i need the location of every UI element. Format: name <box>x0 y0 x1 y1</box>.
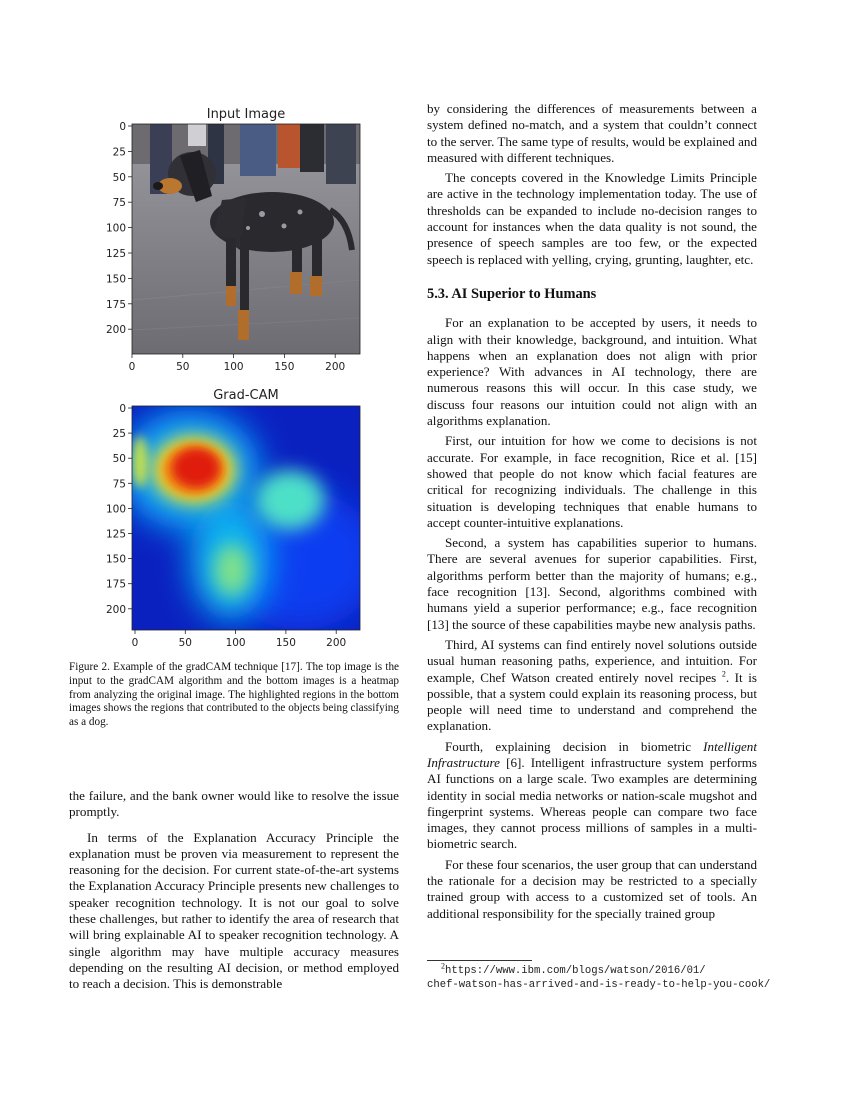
y-tick-label: 200 <box>105 603 126 616</box>
x-tick-label: 100 <box>225 637 246 649</box>
bottom-plot-x-axis <box>132 630 347 649</box>
y-tick-label: 175 <box>105 578 126 591</box>
paragraph: the failure, and the bank owner would like to resolve the issue promptly. <box>69 788 399 820</box>
x-tick-label: 50 <box>176 361 190 373</box>
bottom-plot-y-axis <box>106 403 132 616</box>
y-tick-label: 50 <box>112 171 126 184</box>
footnote <box>427 961 807 992</box>
y-tick-label: 200 <box>105 324 126 337</box>
y-tick-label: 100 <box>105 222 126 235</box>
paragraph: In terms of the Explanation Accuracy Principle the explanation must be proven via measurement to represent the reasoning for the decision. For current state-of-the-art systems the Explanation Accuracy Principle presents new challenges to speaker recognition technology. It is not our goal to solve these challenges, but rather to identify the area of research that will bring explainable AI to speaker recognition technology. A single algorithm may have multiple accuracy measures depending on the resulting AI decision, or method employed to reach a decision. This is demonstrable <box>69 829 399 992</box>
x-tick-label: 0 <box>131 637 139 649</box>
paragraph: First, our intuition for how we come to decisions is not accurate. For example, in face recognition, Rice et al. [15] showed that people do not know which facial features are critical for recognizing individuals. The challenge in this situation is developing techniques that enable humans to accept counter-intuitive explanations. <box>427 433 757 530</box>
x-tick-label: 150 <box>274 361 295 373</box>
y-tick-label: 25 <box>112 146 126 159</box>
paragraph: Third, AI systems can find entirely novel solutions outside usual human reasoning paths, experience, and intuition. For example, Chef Watson created entirely novel recipes $^2$. It is possible, that a system could explain its reasoning process, but people will need time to understand and comprehend the explanation. <box>427 636 757 734</box>
figure-2 <box>0 0 400 655</box>
gradcam-heatmap <box>120 406 380 630</box>
y-tick-label: 150 <box>105 553 126 566</box>
right-column-text <box>427 101 757 922</box>
x-tick-label: 100 <box>223 361 244 373</box>
paragraph: The concepts covered in the Knowledge Limits Principle are active in the technology implementation today. The use of thresholds can be expanded to include no-decision ranges to account for instances when the data quality is not sound, the presence of speech samples are too few, or the expected speech is replaced with yelling, crying, grunting, laughter, etc. <box>427 170 757 267</box>
top-plot-title: Input Image <box>206 107 286 122</box>
x-tick-label: 50 <box>178 637 192 649</box>
footnote-url-line2[interactable]: chef-watson-has-arrived-and-is-ready-to-help-you-cook/ <box>427 979 771 991</box>
y-tick-label: 25 <box>112 428 126 441</box>
y-tick-label: 75 <box>112 197 126 210</box>
figure-caption: Figure 2. Example of the gradCAM technique [17]. The top image is the input to the gradCAM algorithm and the bottom images is a heatmap from analyzing the original image. The highlighted regions in the bottom images shows the regions that contributed to the objects being classifying as a dog. <box>69 661 399 729</box>
bottom-plot-title: Grad-CAM <box>213 388 279 403</box>
y-tick-label: 0 <box>119 403 126 415</box>
section-heading: 5.3. AI Superior to Humans <box>427 285 597 302</box>
y-tick-label: 175 <box>105 298 126 311</box>
paragraph: Second, a system has capabilities superior to humans. There are several avenues for superior capabilities. First, algorithms perform better than the majority of humans; e.g., face recognition [13]. Second, algorithms combined with humans yield a superior performance; e.g., face recognition [13] the source of these capabilities maybe new analysis paths. <box>427 535 757 632</box>
x-tick-label: 150 <box>275 637 296 649</box>
y-tick-label: 75 <box>112 478 126 491</box>
input-image <box>132 124 360 354</box>
top-plot-y-axis <box>106 121 132 336</box>
x-tick-label: 0 <box>128 361 136 373</box>
x-tick-label: 200 <box>326 637 347 649</box>
footnote-mark: 2 <box>721 669 726 679</box>
footnote-url-line1[interactable]: https://www.ibm.com/blogs/watson/2016/01/ <box>445 965 706 977</box>
footnote-number: 2 <box>441 961 445 971</box>
paragraph: Fourth, explaining decision in biometric Intelligent Infrastructure [6]. Intelligent infrastructure system performs AI functions on a large scale. Two examples are determining identity in social media networks or nation-scale mugshot and fingerprint systems. Whereas people can compare two face images, they cannot process millions of samples in a multi-biometric search. <box>427 738 757 852</box>
y-tick-label: 150 <box>105 273 126 286</box>
y-tick-label: 100 <box>105 503 126 516</box>
y-tick-label: 0 <box>119 121 126 133</box>
paragraph: For these four scenarios, the user group that can understand the rationale for a decision may be restricted to a specially trained group with access to a customized set of tools. An additional responsibility for the specially trained group <box>427 856 757 921</box>
y-tick-label: 50 <box>112 453 126 466</box>
paragraph: For an explanation to be accepted by users, it needs to align with their knowledge, background, and intuition. What happens when an explanation does not align with prior experience? With advances in AI technology, there are numerous reasons this will occur. In this case study, we discuss four reasons our intuition could not align with an algorithms explanation. <box>427 315 757 429</box>
paragraph: by considering the differences of measurements between a system defined no-match, and a system that couldn’t connect to the server. The same type of results, would be explained and measured with different techniques. <box>427 101 757 165</box>
y-tick-label: 125 <box>105 528 126 541</box>
x-tick-label: 200 <box>325 361 346 373</box>
top-plot-x-axis <box>129 354 346 373</box>
y-tick-label: 125 <box>105 248 126 260</box>
left-column-text <box>69 788 399 993</box>
